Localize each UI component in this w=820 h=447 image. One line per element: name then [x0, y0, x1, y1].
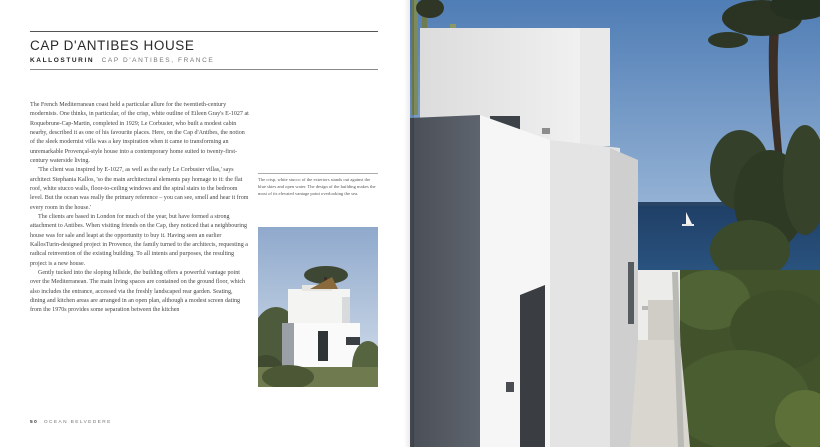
- house-full-page-photo: [410, 0, 820, 447]
- body-paragraph-1: The French Mediterranean coast held a particular allure for the twentieth-century modernists. One thinks, in particular, of the crisp, white outline of Eileen Gray's E-1027 at Roquebrune-Cap-Martin, completed in 1929; Le Corbusier, who built a modest cabin nearby, described it as one of his favourite places. Here, on the Cap d'Antibes, the notion of the sleek modernist villa was a key inspiration when it came to transforming an unremarkable Provençal-style house into a contemporary home suited to twenty-first-century waterside living.: [30, 102, 249, 164]
- caption-rule: [258, 173, 378, 174]
- body-paragraph-4: Gently tucked into the sloping hillside, the building offers a powerful vantage point over the Mediterranean. The main living spaces are contained on the ground floor, which also includes the entrance, accessed via the freshly landscaped rear garden. Seating, dining and kitchen areas are arranged in an open plan, although a modest screen dating from the 1970s provides some separation between the kitchen: [30, 269, 246, 314]
- body-paragraph-3: The clients are based in London for much of the year, but have formed a strong attachment to Antibes. When visiting friends on the Cap, they noticed that a neighbouring house was for sale and leapt at the opportunity to buy it. Having seen an earlier KallosTurin-designed project in Provence, the family turned to the architects, requesting a radical reinvention of the existing building. To all intents and purposes, the resulting project is a new house.: [30, 213, 248, 267]
- body-paragraph-2: 'The client was inspired by E-1027, as well as the early Le Corbusier villas,' says architect Stephania Kallos, 'so the main architectural elements pay homage to it: the flat roof, white stucco walls, floor-to-ceiling windows and the spiral stairs to the bedroom level. But the ocean was really the primary reference – you can see, smell and hear it from every room in the house.': [30, 167, 249, 211]
- page-footer: [30, 420, 112, 425]
- photo-illustration: [410, 0, 820, 447]
- subtitle-rule: [30, 69, 378, 70]
- article-title: CAP D'ANTIBES HOUSE: [30, 38, 195, 53]
- photo-caption: The crisp, white stucco of the exteriors stands out against the blue skies and open water. The design of the building makes the most of its elevated vantage point overlooking the sea.: [258, 177, 376, 197]
- title-top-rule: [30, 31, 378, 32]
- page-gutter: [404, 0, 414, 447]
- section-name: OCEAN BELVEDERE: [43, 420, 112, 425]
- project-location: CAP D'ANTIBES, FRANCE: [101, 57, 215, 64]
- body-text: [30, 101, 249, 316]
- page-number: 50: [30, 420, 39, 425]
- house-exterior-thumbnail: [258, 227, 378, 387]
- thumbnail-illustration: [258, 227, 378, 387]
- architect-name: KALLOSTURIN: [30, 57, 95, 64]
- article-subtitle: [30, 57, 378, 64]
